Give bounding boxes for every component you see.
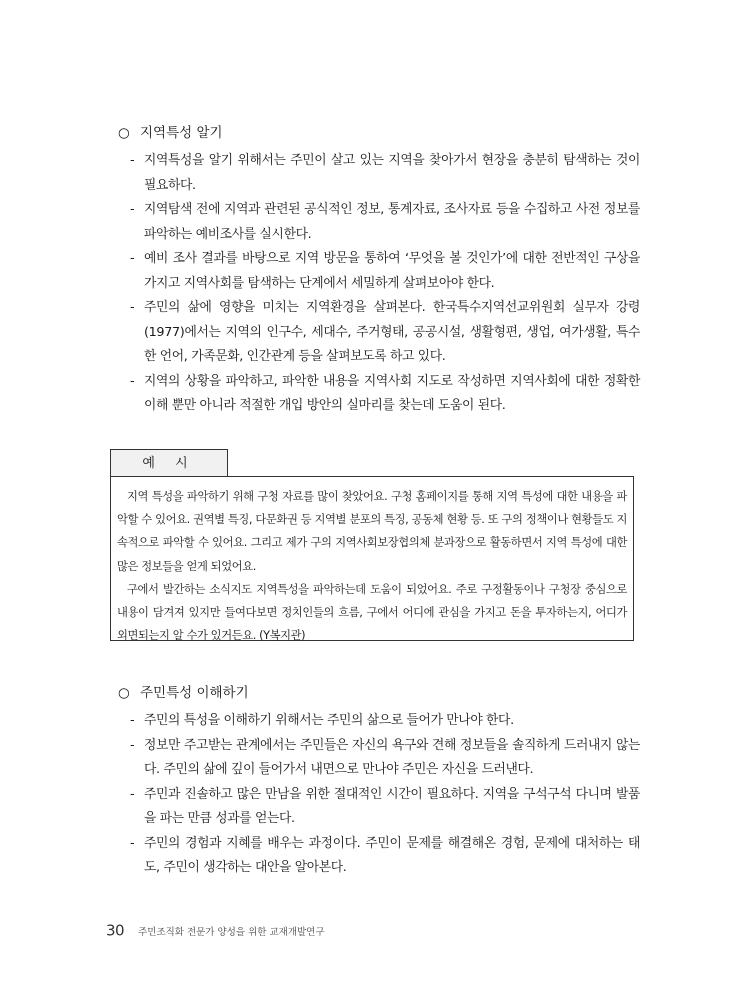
example-paragraph: 구에서 발간하는 소식지도 지역특성을 파악하는데 도움이 되었어요. 주로 구정활동이나 구청장 중심으로 내용이 담겨져 있지만 들여다보면 정치인들의 흐름, 구에서 어디에 관심을 가지고 돈을 투자하는지, 어디가 외면되는지 알 수가 있거든요. (Y복지관) — [117, 582, 627, 643]
list-item — [118, 296, 640, 370]
list-item — [118, 198, 640, 247]
dash-marker: - — [130, 202, 135, 217]
dash-marker: - — [130, 153, 135, 168]
footer-title: 주민조직화 전문가 양성을 위한 교재개발연구 — [138, 926, 325, 938]
section-regional-characteristics — [118, 123, 640, 419]
section-title: 주민특성 이해하기 — [140, 685, 249, 701]
list-item — [118, 783, 640, 832]
list-item-text: 지역탐색 전에 지역과 관련된 공식적인 정보, 통계자료, 조사자료 등을 수집하고 사전 정보를 파악하는 예비조사를 실시한다. — [144, 202, 640, 242]
section-heading — [118, 683, 640, 703]
section-title: 지역특성 알기 — [140, 125, 223, 141]
list-item — [118, 247, 640, 296]
dash-marker: - — [130, 713, 135, 728]
dash-marker: - — [130, 737, 135, 753]
dash-marker: - — [130, 786, 135, 802]
list-item — [118, 734, 640, 783]
page-footer — [106, 920, 325, 940]
list-item-text: 주민의 특성을 이해하기 위해서는 주민의 삶으로 들어가 만나야 한다. — [144, 713, 514, 728]
page-number: 30 — [106, 921, 125, 940]
list-item-text: 예비 조사 결과를 바탕으로 지역 방문을 통하여 ‘무엇을 볼 것인가’에 대한 전반적인 구상을 가지고 지역사회를 탐색하는 단계에서 세밀하게 살펴보아야 한다. — [144, 251, 640, 291]
list-item — [118, 370, 640, 419]
list-item-text: 주민과 진솔하고 많은 만남을 위한 절대적인 시간이 필요하다. 지역을 구석구석 다니며 발품을 파는 만큼 성과를 얻는다. — [144, 786, 640, 826]
circle-bullet-icon: ○ — [118, 685, 130, 701]
section-resident-characteristics — [118, 683, 640, 881]
bullet-list — [118, 149, 640, 419]
list-item-text: 지역의 상황을 파악하고, 파악한 내용을 지역사회 지도로 작성하면 지역사회에 대한 정확한 이해 뿐만 아니라 적절한 개입 방안의 실마리를 찾는데 도움이 된다. — [144, 373, 640, 413]
dash-marker: - — [130, 300, 135, 315]
list-item-text: 정보만 주고받는 관계에서는 주민들은 자신의 욕구와 견해 정보들을 솔직하게 드러내지 않는다. 주민의 삶에 깊이 들어가서 내면으로 만나야 주민은 자신을 드러낸다. — [144, 737, 640, 777]
example-box — [110, 476, 634, 641]
list-item — [118, 149, 640, 198]
section-heading — [118, 123, 640, 143]
list-item-text: 지역특성을 알기 위해서는 주민이 살고 있는 지역을 찾아가서 현장을 충분히 탐색하는 것이 필요하다. — [144, 153, 640, 193]
dash-marker: - — [130, 373, 135, 389]
dash-marker: - — [130, 835, 135, 851]
list-item-text: 주민의 삶에 영향을 미치는 지역환경을 살펴본다. 한국특수지역선교위원회 실무자 강령(1977)에서는 지역의 인구수, 세대수, 주거형태, 공공시설, 생활형편, 생업, 여가생활, 특수한 언어, 가족문화, 인간관계 등을 살펴보도록 하고 있다. — [144, 300, 640, 364]
list-item — [118, 832, 640, 881]
dash-marker: - — [130, 251, 135, 266]
example-paragraph: 지역 특성을 파악하기 위해 구청 자료를 많이 찾았어요. 구청 홈페이지를 통해 지역 특성에 대한 내용을 파악할 수 있어요. 권역별 특징, 다문화권 등 지역별 분포의 특징, 공동체 현황 등. 또 구의 정책이나 현황들도 지속적으로 파악할 수 있어요. 그리고 제가 구의 지역사회보장협의체 분과장으로 활동하면서 지역 특성에 대한 많은 정보들을 얻게 되었어요. — [117, 490, 627, 573]
circle-bullet-icon: ○ — [118, 125, 130, 141]
list-item-text: 주민의 경험과 지혜를 배우는 과정이다. 주민이 문제를 해결해온 경험, 문제에 대처하는 태도, 주민이 생각하는 대안을 알아본다. — [144, 835, 640, 875]
example-label: 예 시 — [110, 449, 228, 477]
list-item — [118, 709, 640, 734]
bullet-list — [118, 709, 640, 881]
